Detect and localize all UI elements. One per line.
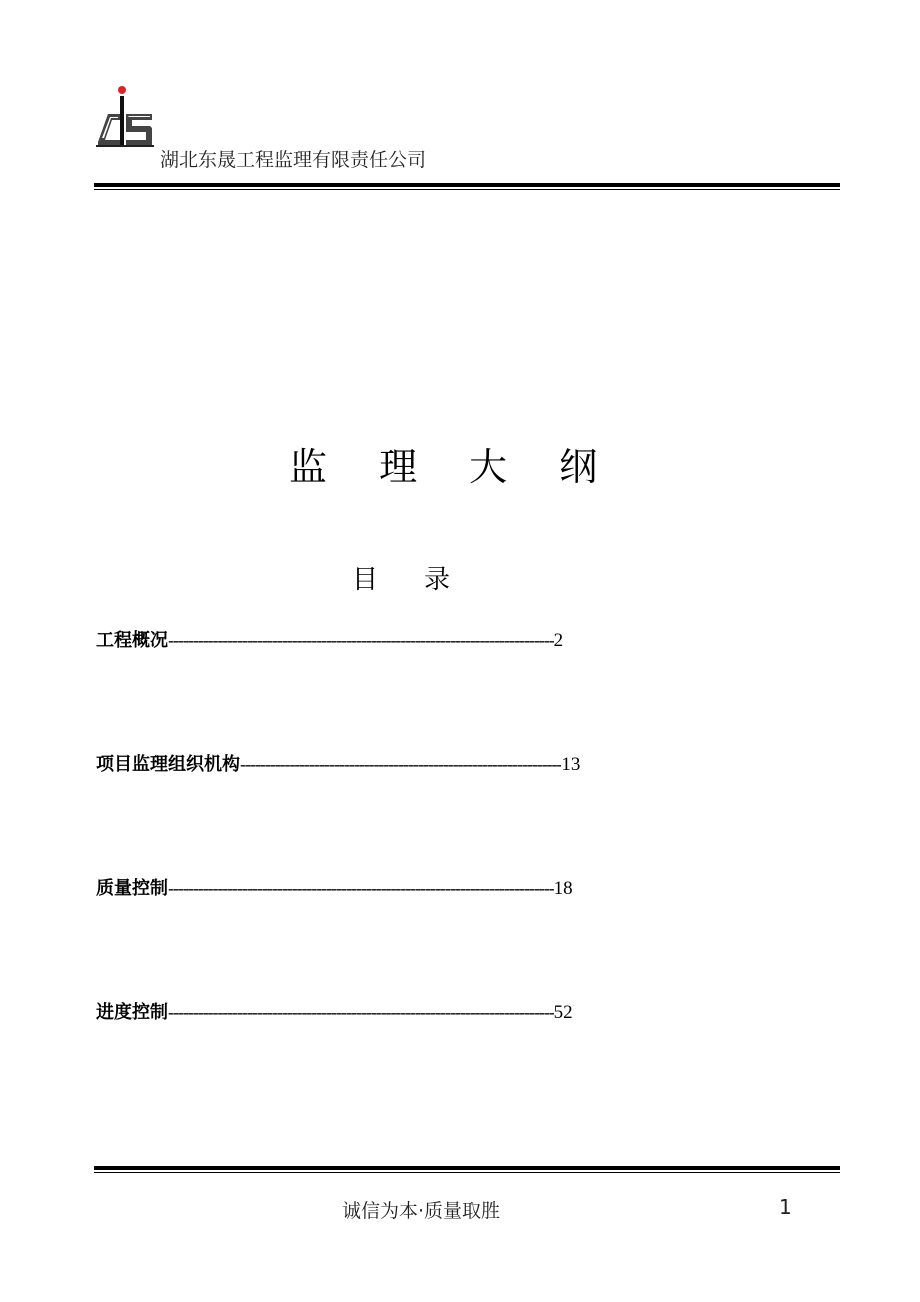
toc-entry[interactable] (96, 750, 580, 776)
toc-entry-label: 项目监理组织机构 (96, 754, 240, 775)
toc-entry-leader: ----------------------------------------------------------------- (240, 754, 562, 774)
document-title: 监 理 大 纲 (289, 445, 618, 489)
toc-heading-part-a: 目 (352, 565, 379, 595)
toc-entry-page: 52 (553, 1002, 573, 1023)
toc-entry-page: 18 (553, 878, 573, 899)
toc-entry[interactable] (96, 626, 563, 652)
footer-motto: 诚信为本·质量取胜 (342, 1200, 501, 1222)
toc-entry-label: 工程概况 (96, 630, 168, 651)
toc-entry-label: 进度控制 (96, 1002, 168, 1023)
footer-divider (94, 1166, 840, 1173)
footer-page-number: 1 (779, 1195, 792, 1219)
toc-entry[interactable] (96, 874, 573, 900)
company-name: 湖北东晟工程监理有限责任公司 (160, 149, 427, 171)
toc-entry[interactable] (96, 998, 573, 1024)
header-divider (94, 183, 840, 190)
toc-entry-page: 13 (561, 754, 581, 775)
company-logo-icon (94, 84, 156, 148)
toc-heading (352, 559, 450, 596)
toc-entry-page: 2 (553, 630, 564, 651)
toc-entry-label: 质量控制 (96, 878, 168, 899)
toc-entry-leader: ------------------------------------------------------------------------------ (168, 630, 554, 650)
toc-entry-leader: ------------------------------------------------------------------------------ (168, 878, 554, 898)
toc-heading-part-b: 录 (424, 565, 451, 595)
toc-entry-leader: ------------------------------------------------------------------------------ (168, 1002, 554, 1022)
